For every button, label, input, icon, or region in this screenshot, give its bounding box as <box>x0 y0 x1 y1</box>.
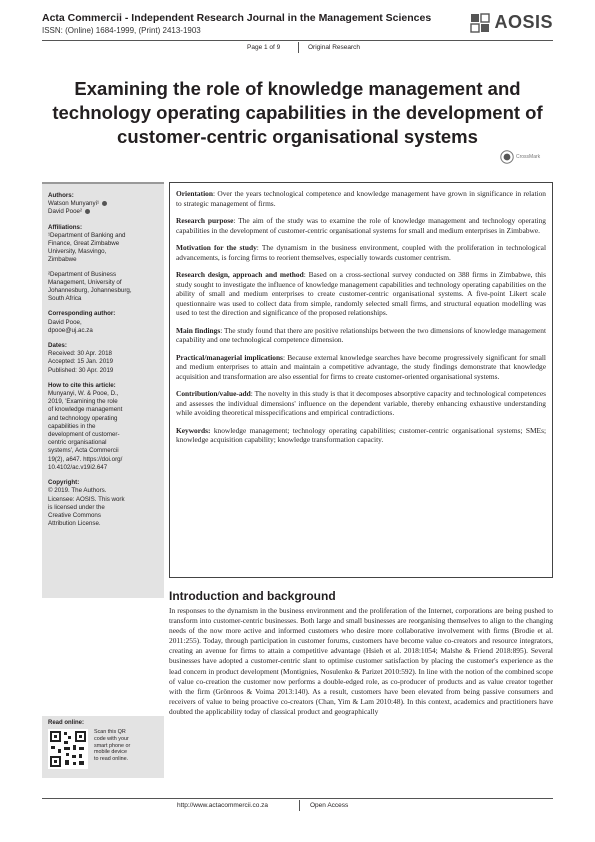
abstract-text: : The dynamism in the business environment, coupled with the proliferation in technological advancements, is forcing firms to reorient themselves, especially towards customer centrism. <box>176 243 546 262</box>
qr-text-line: Scan this QR <box>94 729 126 735</box>
citation-line: capabilities in the <box>48 422 96 430</box>
abstract-paragraph <box>176 353 546 382</box>
abstract-label: Contribution/value-add <box>176 389 251 398</box>
abstract-text: : Because external knowledge searches have become progressively significant for small and medium enterprises to attain and maintain a competitive advantage, the study findings demonstrate that knowledge acquisition and transformation are also essential for firms to create customer-oriented organisational systems. <box>176 352 546 381</box>
abstract-box <box>169 182 553 578</box>
citation-heading: How to cite this article: <box>48 381 116 389</box>
qr-instructions <box>94 729 130 769</box>
abstract-label: Main findings <box>176 325 221 335</box>
affiliation-line: Johannesburg, Johannesburg, <box>48 287 132 295</box>
aosis-logo-icon <box>470 13 490 33</box>
affiliation-line: University, Masvingo, <box>48 248 107 256</box>
citation-line: Munyanyi, W. & Pooe, D., <box>48 390 119 398</box>
affiliation-line: Finance, Great Zimbabwe <box>48 240 120 248</box>
affiliation-line: Zimbabwe <box>48 256 77 264</box>
author-name: David Pooe² <box>48 208 83 216</box>
page-header-bar <box>42 40 553 56</box>
qr-text-line: smart phone or <box>94 742 131 749</box>
page-footer <box>42 798 553 812</box>
affiliation-line: South Africa <box>48 295 82 303</box>
abstract-paragraph <box>176 189 546 208</box>
abstract-paragraph <box>176 426 546 445</box>
abstract-paragraph <box>176 216 546 235</box>
header-separator <box>298 42 299 53</box>
copyright-heading: Copyright: <box>48 479 80 487</box>
author-item <box>48 208 158 216</box>
authors-heading: Authors: <box>48 192 74 199</box>
crossmark-badge[interactable] <box>500 150 540 164</box>
copyright-section <box>48 479 158 528</box>
abstract-text: knowledge management; technology operating capabilities; customer-centric organisational systems; SMEs; knowledge acquisition capability; knowledge transformation capacity. <box>176 425 546 444</box>
abstract-label: Motivation for the study <box>176 243 257 252</box>
logo-text: AOSIS <box>494 12 553 32</box>
abstract-label: Research purpose <box>176 216 234 225</box>
abstract-paragraph <box>176 270 546 318</box>
article-type: Original Research <box>308 44 361 51</box>
qr-text-line: mobile device <box>94 749 127 756</box>
corresponding-section <box>48 310 158 335</box>
orcid-icon[interactable] <box>85 209 90 214</box>
affiliations-heading: Affiliations: <box>48 223 83 231</box>
page-number: Page 1 of 9 <box>247 44 281 51</box>
citation-doi[interactable]: 19(2), a647. https://doi.org/ <box>48 455 123 463</box>
section-heading: Introduction and background <box>169 589 336 603</box>
citation-doi[interactable]: 10.4102/ac.v19i2.647 <box>48 463 108 471</box>
author-item <box>48 200 158 208</box>
date-line: Published: 30 Apr. 2019 <box>48 366 114 374</box>
crossmark-icon <box>500 150 514 164</box>
copyright-line: Creative Commons <box>48 511 101 519</box>
citation-line: development of customer- <box>48 431 120 439</box>
abstract-label: Research design, approach and method <box>176 270 304 279</box>
abstract-text: : Based on a cross-sectional survey conducted on 388 firms in Zimbabwe, this study sought to investigate the influence of knowledge management capabilities and technology operating capabilities on the ability of small and medium enterprises to create customer-centric organisational systems. A five-point Likert scale questionnaire was used to collect data from simple, randomly selected small firms, and structural equation modelling was used to test the direction and significance of the proposed relationships. <box>176 270 546 317</box>
copyright-line: Licensee: AOSIS. This work <box>48 495 125 503</box>
abstract-text: : The novelty in this study is that it decomposes absorptive capacity and technological competences and assesses the individual dimensions' influence on the dependent variable, thereby enhancing exhaustive understanding while avoiding theoretical misspecifications and empirical contradictions. <box>176 389 546 417</box>
abstract-label: Keywords: <box>176 425 211 435</box>
copyright-line: is licensed under the <box>48 503 105 511</box>
citation-line: systems', Acta Commercii <box>48 447 119 455</box>
footer-separator <box>299 800 300 811</box>
abstract-paragraph <box>176 389 546 418</box>
citation-line: and technology operating <box>48 414 118 422</box>
qr-code-icon[interactable] <box>48 729 88 769</box>
abstract-paragraph <box>176 326 546 345</box>
abstract-label: Orientation <box>176 189 213 198</box>
citation-line: centric organisational <box>48 439 107 447</box>
qr-text-line: code with your <box>94 735 129 742</box>
dates-section <box>48 342 158 375</box>
article-info-sidebar <box>42 182 164 598</box>
authors-section <box>48 192 158 217</box>
affiliation-line: Management, University of <box>48 278 122 286</box>
corresponding-heading: Corresponding author: <box>48 310 116 318</box>
author-name: Watson Munyanyi¹ <box>48 200 100 208</box>
date-line: Received: 30 Apr. 2018 <box>48 350 112 358</box>
corresponding-email[interactable]: dpooe@uj.ac.za <box>48 326 93 334</box>
issn-line: ISSN: (Online) 1684-1999, (Print) 2413-1903 <box>42 26 201 35</box>
journal-url-link[interactable]: http://www.actacommercii.co.za <box>177 802 269 809</box>
article-title: Examining the role of knowledge management and technology operating capabilities in the development of customer-centric organisational systems <box>52 78 543 147</box>
citation-section <box>48 382 158 472</box>
abstract-text: : The study found that there are positive relationships between the two dimensions of knowledge management capability and one technological competence dimension. <box>176 325 546 344</box>
publisher-logo <box>470 12 553 33</box>
date-line: Accepted: 15 Jan. 2019 <box>48 358 114 366</box>
abstract-text: : The aim of the study was to examine the role of knowledge management and technology operating capabilities in the development of customer-centric organisational systems for small and medium enterprises in Zimbabwe. <box>176 216 546 235</box>
orcid-icon[interactable] <box>102 201 107 206</box>
open-access-label: Open Access <box>310 802 349 809</box>
abstract-label: Practical/managerial implications <box>176 352 283 362</box>
read-online-box <box>42 716 164 778</box>
read-online-heading: Read online: <box>48 720 85 726</box>
body-paragraph: In responses to the dynamism in the business environment and the proliferation of the Internet, corporations are being pushed to transform into customer-centric businesses. Both large and small businesses are reorganising themselves to align to the changing needs of the now more active and informed customers who desire more collaborative involvement with firms (Brodie et al. 2011:255). Today, through participation in customer forums, customers have become value co-creators and resource integrators, creating an avenue for firms to attain a competitive advantage (Hsieh et al. 2018:1054; Malshe & Friend 2018:895). Several businesses have adopted a customer-centric slant to optimise customer satisfaction by placing the customer's experience as the lead concern in product development (Montignies, Nosulenko & Parizet 2010:592). In line with the notion of the combined scope of value co-creation the customer now performs a double-edged role, as co-producer of products and as value creator together with the firm (Grönroos & Voima 2013:140). As a result, customers have been elevated from being passive consumers and receivers of value to being proactive co-creators (Chan, Yim & Lam 2010:48). In this context, academics and practitioners have doubted the applicability today of classical product and geographically <box>169 606 553 716</box>
copyright-line: © 2019. The Authors. <box>48 487 107 495</box>
crossmark-label: CrossMark <box>516 154 541 160</box>
dates-heading: Dates: <box>48 342 67 350</box>
affiliations-section <box>48 224 158 304</box>
corresponding-name: David Pooe, <box>48 318 82 326</box>
copyright-line: Attribution License. <box>48 520 101 528</box>
journal-title: Acta Commercii - Independent Research Journal in the Management Sciences <box>42 12 432 24</box>
affiliation-line: ²Department of Business <box>48 270 117 278</box>
qr-text-line: to read online. <box>94 756 129 763</box>
affiliation-line: ¹Department of Banking and <box>48 231 126 239</box>
citation-line: 2019, 'Examining the role <box>48 398 118 406</box>
abstract-text: : Over the years technological competence and knowledge management have grown in significance in relation to strategic management of firms. <box>176 189 546 208</box>
abstract-paragraph <box>176 243 546 262</box>
citation-line: of knowledge management <box>48 406 123 414</box>
